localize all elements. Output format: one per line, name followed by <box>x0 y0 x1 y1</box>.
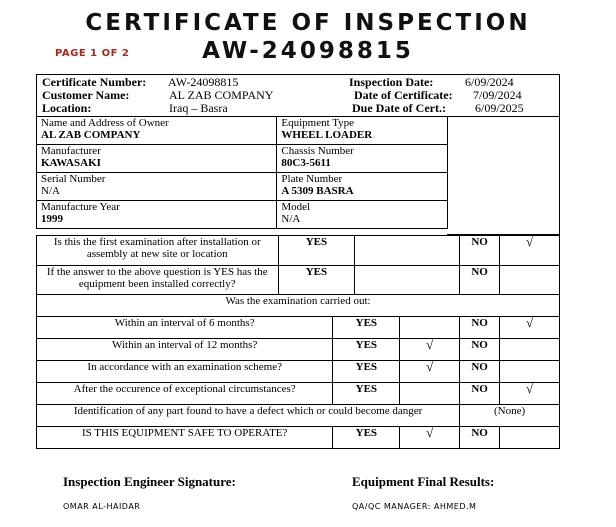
question-examination-scheme: In accordance with an examination scheme? <box>37 361 333 383</box>
due-date-label: Due Date of Cert.: <box>352 101 446 115</box>
q6-yes: YES <box>333 383 400 405</box>
location-label: Location: <box>42 101 92 115</box>
equipment-type-value: WHEEL LOADER <box>281 129 373 141</box>
owner-cell <box>37 117 277 145</box>
serial-value: N/A <box>41 185 60 197</box>
q7-answer: (None) <box>460 405 560 427</box>
q2-no: NO <box>460 266 500 295</box>
q3-yes: YES <box>333 317 400 339</box>
q4-yes: YES <box>333 339 400 361</box>
q6-no: NO <box>460 383 500 405</box>
owner-value: AL ZAB COMPANY <box>41 129 141 141</box>
q8-no-check-empty <box>500 427 560 449</box>
owner-label: Name and Address of Owner <box>41 117 169 129</box>
question-first-examination: Is this the first examination after installation or assembly at new site or location <box>37 236 279 266</box>
manufacturer-cell <box>37 145 277 173</box>
cert-number-value: AW-24098815 <box>168 75 239 89</box>
model-label: Model <box>281 201 311 213</box>
location-value: Iraq – Basra <box>169 101 228 115</box>
q4-no: NO <box>460 339 500 361</box>
certificate-number-title: AW-24098815 <box>202 38 414 64</box>
question-exceptional-circumstances: After the occurence of exceptional circumstances? <box>37 383 333 405</box>
q5-no-check-empty <box>500 361 560 383</box>
model-value: N/A <box>281 213 301 225</box>
equipment-type-label: Equipment Type <box>281 117 355 129</box>
q6-no-check: √ <box>500 383 560 405</box>
final-results-label: Equipment Final Results: <box>352 474 495 489</box>
chassis-value: 80C3-5611 <box>281 157 331 169</box>
q5-no: NO <box>460 361 500 383</box>
q4-yes-check: √ <box>400 339 460 361</box>
inspection-date-value: 6/09/2024 <box>465 75 514 89</box>
plate-cell <box>277 173 448 201</box>
q1-yes: YES <box>278 236 355 266</box>
question-defect-identification: Identification of any part found to have a defect which or could become danger <box>37 405 460 427</box>
q2-yes: YES <box>278 266 355 295</box>
q8-yes-check: √ <box>400 427 460 449</box>
date-of-certificate-value: 7/09/2024 <box>473 88 522 102</box>
certificate-title: CERTIFICATE OF INSPECTION <box>85 10 531 36</box>
manufacturer-label: Manufacturer <box>41 145 101 157</box>
chassis-cell <box>277 145 448 173</box>
q4-no-check-empty <box>500 339 560 361</box>
due-date-value: 6/09/2025 <box>475 101 524 115</box>
question-12-months: Within an interval of 12 months? <box>37 339 333 361</box>
signature-name: OMAR AL-HAIDAR <box>63 502 141 511</box>
certificate-header-box <box>36 74 560 117</box>
q2-yes-check-empty <box>355 266 460 295</box>
q3-yes-check-empty <box>400 317 460 339</box>
question-safe-to-operate: IS THIS EQUIPMENT SAFE TO OPERATE? <box>37 427 333 449</box>
page-indicator: PAGE 1 OF 2 <box>55 48 130 59</box>
serial-cell <box>37 173 277 201</box>
q2-no-check-empty <box>500 266 560 295</box>
examination-questions-table <box>36 235 560 449</box>
cert-number-label: Certificate Number: <box>42 75 147 89</box>
q1-yes-check-empty <box>355 236 460 266</box>
q8-no: NO <box>460 427 500 449</box>
equipment-info-table <box>36 116 448 229</box>
q8-yes: YES <box>333 427 400 449</box>
plate-label: Plate Number <box>281 173 343 185</box>
customer-name-label: Customer Name: <box>42 88 130 102</box>
q5-yes-check: √ <box>400 361 460 383</box>
examination-section-heading: Was the examination carried out: <box>37 295 560 317</box>
manufacturer-value: KAWASAKI <box>41 157 101 169</box>
date-of-certificate-label: Date of Certificate: <box>354 88 453 102</box>
equipment-type-cell <box>277 117 448 145</box>
q1-no-check: √ <box>500 236 560 266</box>
question-installed-correctly: If the answer to the above question is YES has the equipment been installed correctly? <box>37 266 279 295</box>
chassis-label: Chassis Number <box>281 145 354 157</box>
inspection-date-label: Inspection Date: <box>349 75 434 89</box>
q1-no: NO <box>460 236 500 266</box>
q6-yes-check-empty <box>400 383 460 405</box>
q5-yes: YES <box>333 361 400 383</box>
year-value: 1999 <box>41 213 63 225</box>
blank-side-box <box>447 116 560 235</box>
plate-value: A 5309 BASRA <box>281 185 354 197</box>
customer-name-value: AL ZAB COMPANY <box>169 88 274 102</box>
model-cell <box>277 201 448 229</box>
q3-no-check: √ <box>500 317 560 339</box>
year-label: Manufacture Year <box>41 201 120 213</box>
final-results-name: QA/QC MANAGER: AHMED.M <box>352 502 477 511</box>
year-cell <box>37 201 277 229</box>
question-6-months: Within an interval of 6 months? <box>37 317 333 339</box>
signature-label: Inspection Engineer Signature: <box>63 474 236 489</box>
serial-label: Serial Number <box>41 173 106 185</box>
q3-no: NO <box>460 317 500 339</box>
